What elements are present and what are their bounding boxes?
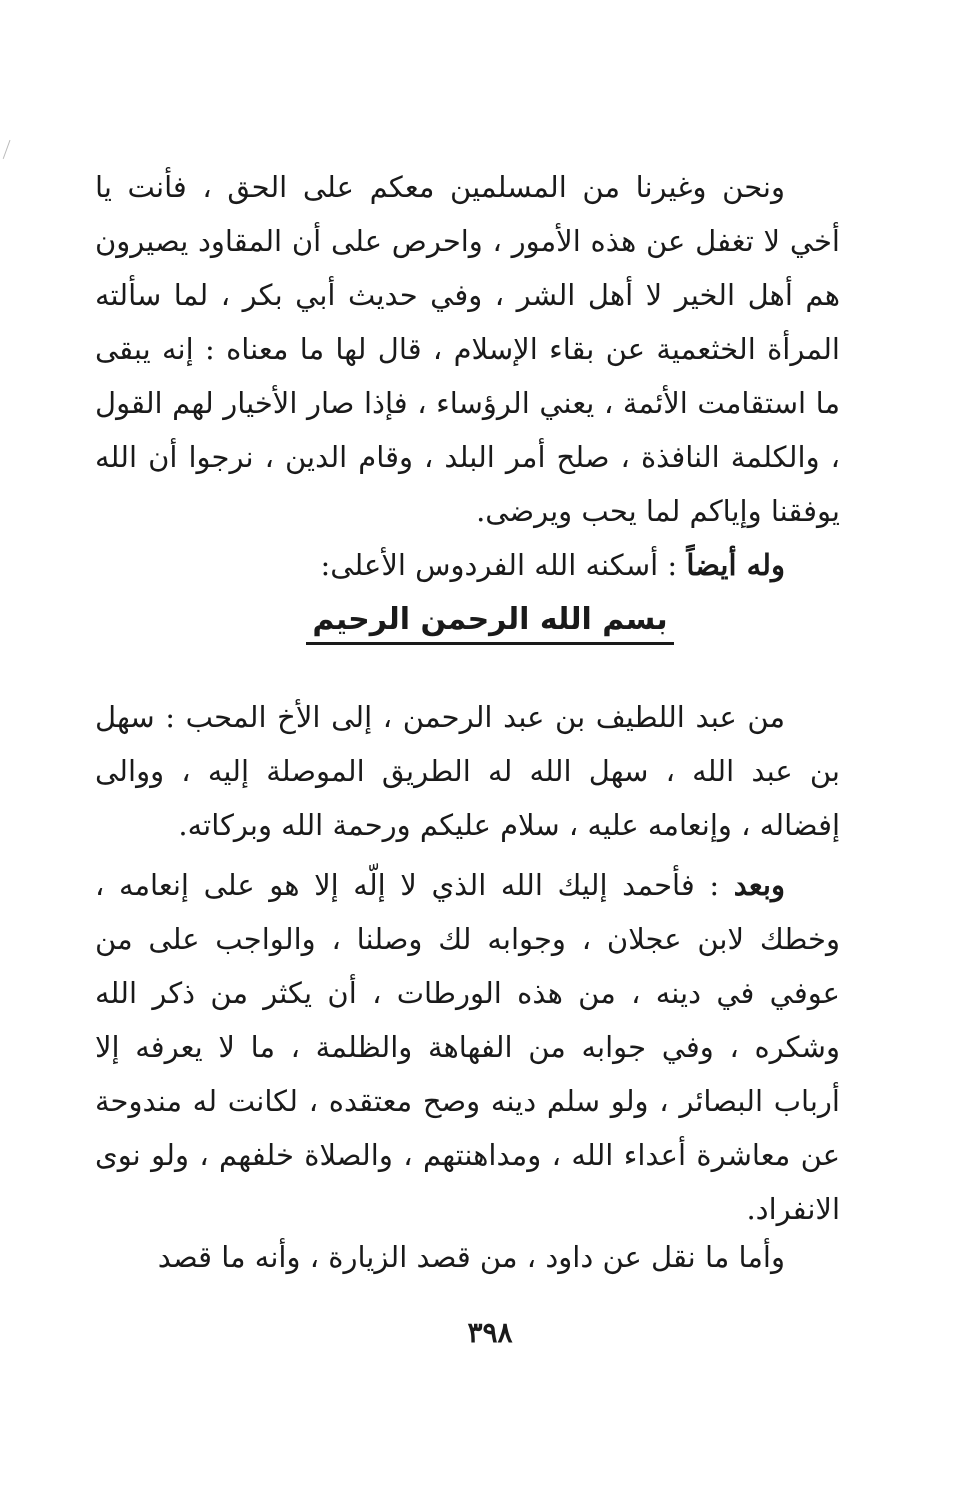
- basmala-heading: [0, 600, 980, 645]
- intro-line-block: [95, 538, 840, 592]
- last-paragraph-block: [95, 1230, 840, 1284]
- letter-opening-block: [95, 690, 840, 852]
- intro-rest: : أسكنه الله الفردوس الأعلى:: [320, 548, 687, 582]
- paragraph-text: ونحن وغيرنا من المسلمين معكم على الحق ، فأنت يا أخي لا تغفل عن هذه الأمور ، واحرص على أن المقاود يصيرون هم أهل الخير لا أهل الشر ، وفي حديث أبي بكر ، لما سألته المرأة الخثعمية عن بقاء الإسلام ، قال لها ما معناه : إنه يبقى ما استقامت الأئمة ، يعني الرؤساء ، فإذا صار الأخيار لهم القول ، والكلمة النافذة ، صلح أمر البلد ، وقام الدين ، نرجوا أن الله يوفقنا وإياكم لما يحب ويرضى.: [95, 170, 840, 528]
- letter-opening: من عبد اللطيف بن عبد الرحمن ، إلى الأخ المحب : سهل بن عبد الله ، سهل الله له الطريق الموصلة إليه ، ووالى إفضاله ، وإنعامه عليه ، سلام عليكم ورحمة الله وبركاته.: [95, 700, 840, 842]
- opening-paragraph-block: [95, 160, 840, 538]
- body-lead: وبعد: [733, 868, 785, 902]
- letter-body: [95, 858, 840, 1236]
- scan-edge-mark: [3, 140, 14, 160]
- letter-body-block: [95, 858, 840, 1236]
- intro-line: [95, 538, 840, 592]
- body-rest: : فأحمد إليك الله الذي لا إلّه إلا هو على إنعامه ، وخطك لابن عجلان ، وجوابه لك وصلنا ، والواجب على من عوفي في دينه ، من هذه الورطات ، أن يكثر من ذكر الله وشكره ، وفي جوابه من الفهاهة والظلمة ، ما لا يعرفه إلا أرباب البصائر ، ولو سلم دينه وصح معتقده ، لكانت له مندوحة عن معاشرة أعداء الله ، ومداهنتهم ، والصلاة خلفهم ، ولو نوى الانفراد.: [95, 868, 840, 1226]
- last-paragraph: وأما ما نقل عن داود ، من قصد الزيارة ، وأنه ما قصد: [157, 1240, 785, 1274]
- intro-lead: وله أيضاً: [686, 548, 785, 582]
- basmala-text: بسم الله الرحمن الرحيم: [306, 600, 673, 645]
- page-number: ٣٩٨: [467, 1316, 513, 1349]
